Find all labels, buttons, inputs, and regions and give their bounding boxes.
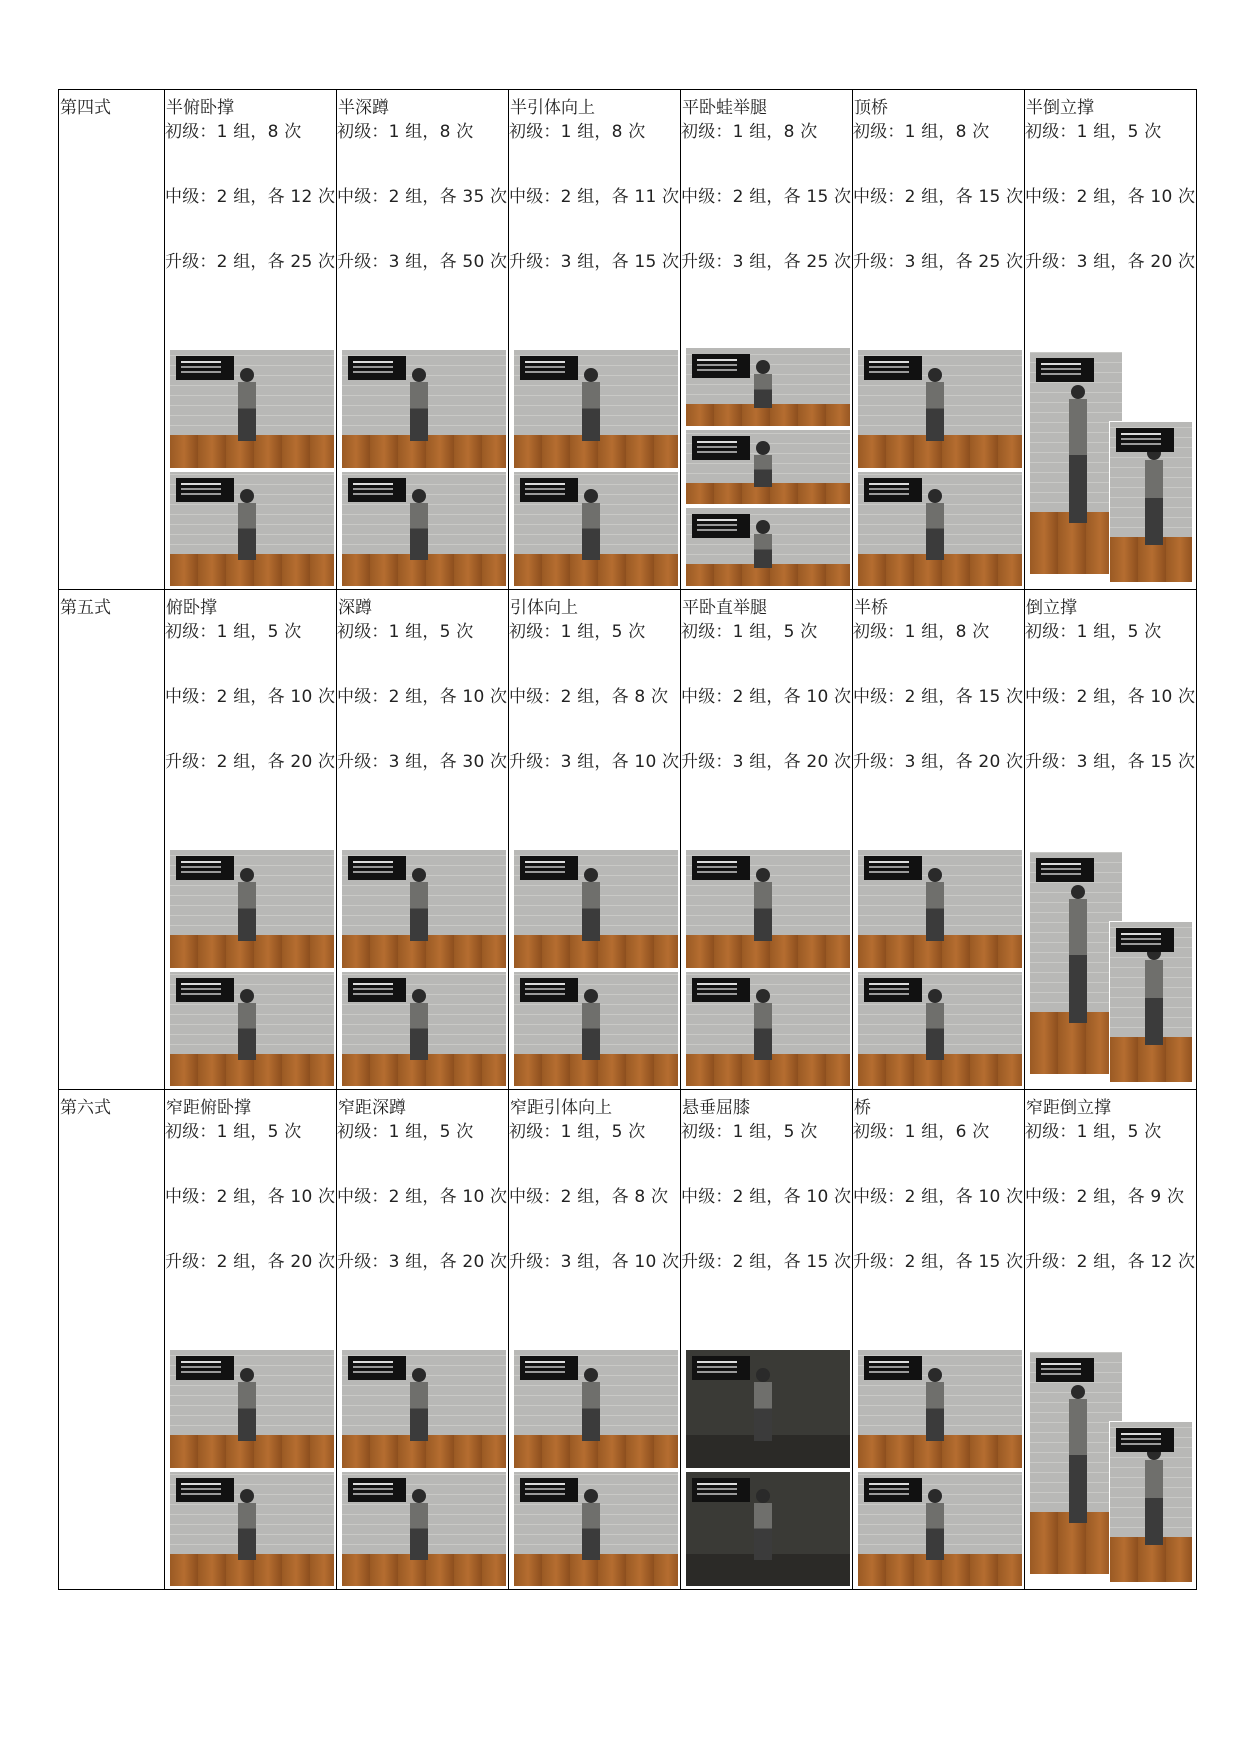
exercise-photos <box>165 1345 336 1589</box>
exercise-photo <box>341 349 507 469</box>
advanced-level: 升级：2 组，各 15 次 <box>681 1252 852 1272</box>
training-table <box>58 89 1197 1590</box>
beginner-level: 初级：1 组，8 次 <box>165 122 302 142</box>
stage-row <box>59 590 1197 1090</box>
advanced-level: 升级：3 组，各 20 次 <box>337 1252 508 1272</box>
athlete-figure <box>924 368 946 441</box>
exercise-photo <box>169 849 335 969</box>
exercise-cell <box>509 1090 681 1590</box>
exercise-cell <box>165 90 337 590</box>
exercise-photo <box>685 971 851 1087</box>
beginner-level: 初级：1 组，5 次 <box>1025 122 1162 142</box>
intermediate-level: 中级：2 组，各 10 次 <box>337 687 508 707</box>
exercise-cell <box>681 90 853 590</box>
athlete-figure <box>924 1489 946 1560</box>
exercise-name: 窄距引体向上 <box>510 1098 612 1118</box>
athlete-figure <box>752 1489 774 1560</box>
intermediate-level: 中级：2 组，各 15 次 <box>853 687 1024 707</box>
exercise-photos <box>337 1345 508 1589</box>
photo-caption-box <box>864 856 922 880</box>
intermediate-level: 中级：2 组，各 12 次 <box>165 187 336 207</box>
exercise-photo <box>169 971 335 1087</box>
advanced-level: 升级：2 组，各 20 次 <box>165 752 336 772</box>
advanced-level: 升级：2 组，各 15 次 <box>853 1252 1024 1272</box>
beginner-level: 初级：1 组，5 次 <box>1025 622 1162 642</box>
photo-caption-box <box>176 1478 234 1502</box>
exercise-photos <box>681 845 852 1089</box>
exercise-name: 深蹲 <box>338 598 372 618</box>
exercise-cell <box>337 590 509 1090</box>
intermediate-level: 中级：2 组，各 10 次 <box>1025 187 1196 207</box>
stage-label: 第四式 <box>60 98 111 118</box>
exercise-photo <box>1109 421 1193 583</box>
exercise-name: 半桥 <box>854 598 888 618</box>
intermediate-level: 中级：2 组，各 10 次 <box>1025 687 1196 707</box>
exercise-name: 倒立撑 <box>1026 598 1077 618</box>
exercise-name: 桥 <box>854 1098 871 1118</box>
photo-caption-box <box>1116 1428 1174 1452</box>
athlete-figure <box>408 989 430 1060</box>
photo-caption-box <box>692 978 750 1002</box>
exercise-name: 顶桥 <box>854 98 888 118</box>
beginner-level: 初级：1 组，8 次 <box>681 122 818 142</box>
exercise-photo <box>1109 1421 1193 1583</box>
athlete-figure <box>236 989 258 1060</box>
exercise-photos <box>509 845 680 1089</box>
exercise-photo <box>341 849 507 969</box>
exercise-cell <box>165 1090 337 1590</box>
beginner-level: 初级：1 组，8 次 <box>337 122 474 142</box>
exercise-photo <box>513 349 679 469</box>
exercise-photo <box>169 471 335 587</box>
exercise-cell <box>509 90 681 590</box>
exercise-photos <box>853 345 1024 589</box>
photo-caption-box <box>864 978 922 1002</box>
athlete-figure <box>236 489 258 560</box>
exercise-name: 平卧蛙举腿 <box>682 98 767 118</box>
photo-caption-box <box>864 1478 922 1502</box>
photo-caption-box <box>348 1356 406 1380</box>
photo-caption-box <box>176 978 234 1002</box>
exercise-photo <box>685 1471 851 1587</box>
exercise-photo <box>857 849 1023 969</box>
exercise-photo <box>685 429 851 505</box>
photo-caption-box <box>520 1356 578 1380</box>
athlete-figure <box>236 1489 258 1560</box>
exercise-photos <box>681 345 852 589</box>
athlete-figure <box>408 1368 430 1441</box>
exercise-photos <box>681 1345 852 1589</box>
athlete-figure <box>1143 446 1165 545</box>
athlete-figure <box>752 868 774 941</box>
advanced-level: 升级：2 组，各 12 次 <box>1025 1252 1196 1272</box>
photo-caption-box <box>520 856 578 880</box>
advanced-level: 升级：3 组，各 20 次 <box>853 752 1024 772</box>
exercise-photo <box>685 347 851 427</box>
exercise-photos <box>853 845 1024 1089</box>
exercise-photo <box>857 471 1023 587</box>
exercise-cell <box>681 1090 853 1590</box>
exercise-photo <box>341 471 507 587</box>
athlete-figure <box>752 441 774 487</box>
exercise-name: 半引体向上 <box>510 98 595 118</box>
athlete-figure <box>752 520 774 568</box>
advanced-level: 升级：3 组，各 25 次 <box>681 252 852 272</box>
exercise-photo <box>513 1349 679 1469</box>
athlete-figure <box>236 868 258 941</box>
photo-caption-box <box>1036 858 1094 882</box>
athlete-figure <box>924 868 946 941</box>
athlete-figure <box>580 989 602 1060</box>
beginner-level: 初级：1 组，5 次 <box>337 1122 474 1142</box>
advanced-level: 升级：2 组，各 25 次 <box>165 252 336 272</box>
advanced-level: 升级：2 组，各 20 次 <box>165 1252 336 1272</box>
exercise-photo <box>685 849 851 969</box>
athlete-figure <box>408 1489 430 1560</box>
intermediate-level: 中级：2 组，各 10 次 <box>681 687 852 707</box>
photo-caption-box <box>520 478 578 502</box>
advanced-level: 升级：3 组，各 20 次 <box>681 752 852 772</box>
photo-caption-box <box>692 1478 750 1502</box>
exercise-cell <box>1025 90 1197 590</box>
athlete-figure <box>236 368 258 441</box>
beginner-level: 初级：1 组，5 次 <box>509 1122 646 1142</box>
exercise-photo <box>857 349 1023 469</box>
photo-caption-box <box>348 856 406 880</box>
athlete-figure <box>1067 885 1089 1023</box>
exercise-photo <box>341 1471 507 1587</box>
exercise-name: 俯卧撑 <box>166 598 217 618</box>
photo-caption-box <box>348 478 406 502</box>
exercise-photo <box>513 849 679 969</box>
photo-caption-box <box>864 478 922 502</box>
exercise-photo <box>513 471 679 587</box>
exercise-name: 半倒立撑 <box>1026 98 1094 118</box>
exercise-photo <box>857 971 1023 1087</box>
exercise-name: 平卧直举腿 <box>682 598 767 618</box>
exercise-photos <box>165 845 336 1089</box>
intermediate-level: 中级：2 组，各 10 次 <box>165 1187 336 1207</box>
beginner-level: 初级：1 组，8 次 <box>509 122 646 142</box>
exercise-photo <box>685 1349 851 1469</box>
stage-cell <box>59 590 165 1090</box>
beginner-level: 初级：1 组，5 次 <box>681 1122 818 1142</box>
advanced-level: 升级：3 组，各 10 次 <box>509 752 680 772</box>
photo-caption-box <box>692 856 750 880</box>
beginner-level: 初级：1 组，5 次 <box>681 622 818 642</box>
exercise-cell <box>853 90 1025 590</box>
exercise-photo <box>169 1471 335 1587</box>
exercise-photos <box>509 345 680 589</box>
stage-label: 第六式 <box>60 1098 111 1118</box>
exercise-cell <box>337 90 509 590</box>
photo-caption-box <box>1116 428 1174 452</box>
athlete-figure <box>580 489 602 560</box>
advanced-level: 升级：3 组，各 30 次 <box>337 752 508 772</box>
athlete-figure <box>924 1368 946 1441</box>
photo-caption-box <box>520 978 578 1002</box>
photo-caption-box <box>176 1356 234 1380</box>
intermediate-level: 中级：2 组，各 10 次 <box>165 687 336 707</box>
intermediate-level: 中级：2 组，各 35 次 <box>337 187 508 207</box>
intermediate-level: 中级：2 组，各 15 次 <box>681 187 852 207</box>
intermediate-level: 中级：2 组，各 8 次 <box>509 687 669 707</box>
photo-caption-box <box>864 1356 922 1380</box>
photo-caption-box <box>692 354 750 378</box>
photo-caption-box <box>348 356 406 380</box>
exercise-photo <box>169 349 335 469</box>
exercise-cell <box>1025 1090 1197 1590</box>
athlete-figure <box>752 1368 774 1441</box>
stage-row <box>59 90 1197 590</box>
photo-caption-box <box>176 478 234 502</box>
beginner-level: 初级：1 组，8 次 <box>853 122 990 142</box>
intermediate-level: 中级：2 组，各 15 次 <box>853 187 1024 207</box>
photo-caption-box <box>520 1478 578 1502</box>
advanced-level: 升级：3 组，各 50 次 <box>337 252 508 272</box>
photo-caption-box <box>348 978 406 1002</box>
exercise-name: 半深蹲 <box>338 98 389 118</box>
intermediate-level: 中级：2 组，各 10 次 <box>853 1187 1024 1207</box>
exercise-cell <box>853 1090 1025 1590</box>
intermediate-level: 中级：2 组，各 9 次 <box>1025 1187 1185 1207</box>
beginner-level: 初级：1 组，5 次 <box>165 622 302 642</box>
exercise-photo <box>513 1471 679 1587</box>
photo-caption-box <box>1036 358 1094 382</box>
photo-caption-box <box>864 356 922 380</box>
athlete-figure <box>1143 946 1165 1045</box>
stage-cell <box>59 1090 165 1590</box>
beginner-level: 初级：1 组，5 次 <box>337 622 474 642</box>
advanced-level: 升级：3 组，各 25 次 <box>853 252 1024 272</box>
intermediate-level: 中级：2 组，各 11 次 <box>509 187 680 207</box>
athlete-figure <box>580 868 602 941</box>
athlete-figure <box>752 360 774 408</box>
exercise-name: 引体向上 <box>510 598 578 618</box>
exercise-cell <box>509 590 681 1090</box>
exercise-photo <box>513 971 679 1087</box>
exercise-photo <box>685 507 851 587</box>
athlete-figure <box>580 368 602 441</box>
exercise-photos <box>337 845 508 1089</box>
exercise-photo <box>341 971 507 1087</box>
athlete-figure <box>580 1368 602 1441</box>
photo-caption-box <box>692 436 750 460</box>
beginner-level: 初级：1 组，5 次 <box>509 622 646 642</box>
athlete-figure <box>408 368 430 441</box>
advanced-level: 升级：3 组，各 20 次 <box>1025 252 1196 272</box>
photo-caption-box <box>1036 1358 1094 1382</box>
athlete-figure <box>924 989 946 1060</box>
photo-caption-box <box>692 514 750 538</box>
exercise-photos <box>165 345 336 589</box>
exercise-photos <box>1025 345 1196 589</box>
beginner-level: 初级：1 组，8 次 <box>853 622 990 642</box>
exercise-photo <box>1109 921 1193 1083</box>
athlete-figure <box>1143 1446 1165 1545</box>
exercise-photo <box>857 1471 1023 1587</box>
athlete-figure <box>408 868 430 941</box>
beginner-level: 初级：1 组，6 次 <box>853 1122 990 1142</box>
exercise-name: 窄距深蹲 <box>338 1098 406 1118</box>
intermediate-level: 中级：2 组，各 10 次 <box>337 1187 508 1207</box>
athlete-figure <box>408 489 430 560</box>
exercise-cell <box>1025 590 1197 1090</box>
photo-caption-box <box>520 356 578 380</box>
exercise-name: 半俯卧撑 <box>166 98 234 118</box>
exercise-photos <box>1025 845 1196 1089</box>
intermediate-level: 中级：2 组，各 10 次 <box>681 1187 852 1207</box>
exercise-photo <box>341 1349 507 1469</box>
intermediate-level: 中级：2 组，各 8 次 <box>509 1187 669 1207</box>
advanced-level: 升级：3 组，各 15 次 <box>509 252 680 272</box>
exercise-cell <box>165 590 337 1090</box>
photo-caption-box <box>348 1478 406 1502</box>
stage-label: 第五式 <box>60 598 111 618</box>
beginner-level: 初级：1 组，5 次 <box>165 1122 302 1142</box>
exercise-name: 窄距俯卧撑 <box>166 1098 251 1118</box>
advanced-level: 升级：3 组，各 10 次 <box>509 1252 680 1272</box>
stage-row <box>59 1090 1197 1590</box>
advanced-level: 升级：3 组，各 15 次 <box>1025 752 1196 772</box>
exercise-photos <box>1025 1345 1196 1589</box>
exercise-name: 窄距倒立撑 <box>1026 1098 1111 1118</box>
stage-cell <box>59 90 165 590</box>
exercise-cell <box>853 590 1025 1090</box>
exercise-photos <box>853 1345 1024 1589</box>
beginner-level: 初级：1 组，5 次 <box>1025 1122 1162 1142</box>
exercise-photo <box>169 1349 335 1469</box>
photo-caption-box <box>176 356 234 380</box>
exercise-cell <box>681 590 853 1090</box>
exercise-photo <box>857 1349 1023 1469</box>
photo-caption-box <box>692 1356 750 1380</box>
athlete-figure <box>236 1368 258 1441</box>
photo-caption-box <box>1116 928 1174 952</box>
athlete-figure <box>1067 1385 1089 1523</box>
athlete-figure <box>580 1489 602 1560</box>
exercise-cell <box>337 1090 509 1590</box>
exercise-name: 悬垂屈膝 <box>682 1098 750 1118</box>
exercise-photos <box>509 1345 680 1589</box>
athlete-figure <box>924 489 946 560</box>
athlete-figure <box>1067 385 1089 523</box>
photo-caption-box <box>176 856 234 880</box>
exercise-photos <box>337 345 508 589</box>
athlete-figure <box>752 989 774 1060</box>
